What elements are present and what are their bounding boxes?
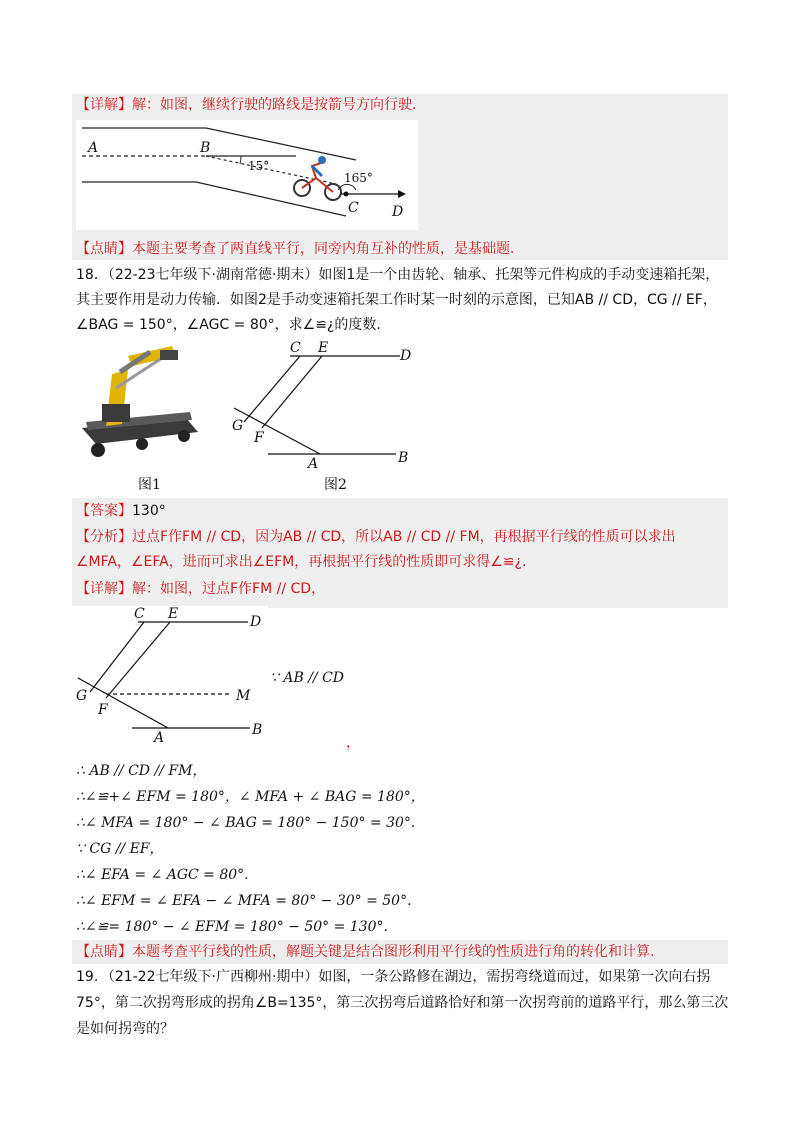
fig2-label-a: A [308,456,319,472]
fig3-diagram [72,606,268,744]
q18-detail: 【详解】解：如图，过点F作FM // CD， [76,581,326,597]
fig2-label-g: G [232,418,244,434]
fig2-label-e: E [318,340,329,356]
fig3-label-e: E [168,606,179,622]
label-b: B [200,140,211,156]
step-2: ∴∠≌+∠ EFM = 180°，∠ MFA + ∠ BAG = 180°， [76,789,425,805]
fig2-diagram [224,338,424,472]
label-c: C [348,200,359,216]
fig2-label-d: D [400,348,412,364]
q17-detail: 【详解】解：如图，继续行驶的路线是按箭号方向行驶. [76,97,417,113]
label-a: A [88,140,99,156]
fig1-gearbox-stand-photo [76,344,204,468]
fig1-caption: 图1 [138,477,161,493]
fig3-label-b: B [252,722,263,738]
label-15deg: 15° [248,159,270,173]
label-165deg: 165° [344,171,373,185]
q18-analysis2: ∠MFA，∠EFA，进而可求出∠EFM，再根据平行线的性质即可求得∠≌¿. [76,554,527,570]
fig2-label-b: B [398,450,409,466]
q18-answer: 【答案】130° [76,503,166,519]
q17-road-figure [76,120,418,230]
fig3-label-d: D [250,614,262,630]
q18-comment: 【点睛】本题考查平行线的性质，解题关键是结合图形利用平行线的性质进行角的转化和计算. [76,944,655,960]
q19-line1: 19．（21-22七年级下·广西柳州·期中）如图，一条公路修在湖边，需拐弯绕道而过，如果第一次向右拐 [76,969,711,985]
q18-analysis1: 【分析】过点F作FM // CD，因为AB // CD，所以AB // CD // FM，再根据平行线的性质可以求出 [76,529,676,545]
fig2-label-c: C [290,340,301,356]
fig3-label-c: C [134,606,145,622]
q18-line3: ∠BAG = 150°，∠AGC = 80°，求∠≌¿的度数. [76,317,381,333]
q19-line3: 是如何拐弯的？ [76,1021,174,1037]
step-6: ∴∠ EFM = ∠ EFA − ∠ MFA = 80° − 30° = 50°. [76,893,412,909]
q19-line2: 75°，第二次拐弯形成的拐角∠B=135°，第三次拐弯后道路恰好和第一次拐弯前的道路平行，那么第三次 [76,995,729,1011]
fig2-label-f: F [254,430,264,446]
fig3-label-f: F [98,702,108,718]
step-7: ∴∠≌= 180° − ∠ EFM = 180° − 50° = 130°. [76,919,388,935]
step-3: ∴∠ MFA = 180° − ∠ BAG = 180° − 150° = 30°. [76,815,416,831]
step-4: ∵ CG // EF， [76,841,164,857]
q18-line2: 其主要作用是动力传输．如图2是手动变速箱托架工作时某一时刻的示意图，已知AB // CD，CG // EF， [76,292,717,308]
stray-comma: ， [346,735,360,751]
label-d: D [392,204,404,220]
answer-value: 130° [132,503,166,519]
q18-line1: 18．（22-23七年级下·湖南常德·期末）如图1是一个由齿轮、轴承、托架等元件构成的手动变速箱托架， [76,267,720,283]
fig3-label-a: A [154,730,165,744]
fig2-caption: 图2 [324,477,347,493]
step-1: ∴ AB // CD // FM， [76,763,207,779]
q17-comment: 【点睛】本题主要考查了两直线平行，同旁内角互补的性质，是基础题. [76,241,515,257]
step-5: ∴∠ EFA = ∠ AGC = 80°. [76,867,249,883]
fig3-label-g: G [76,688,88,704]
fig3-label-m: M [236,688,251,704]
since-ab-parallel-cd: ∵ AB // CD [270,670,345,686]
